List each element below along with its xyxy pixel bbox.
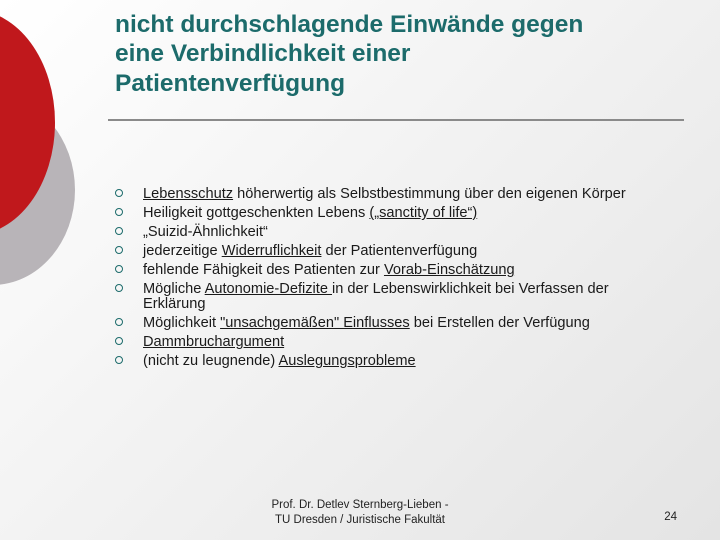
bullet-link[interactable]: Auslegungsprobleme [278,353,416,370]
bullet-text: fehlende Fähigkeit des Patienten zur [143,262,384,279]
bullet-list [115,187,660,373]
bullet-circle-icon [115,246,123,254]
bullet-link[interactable]: Vorab-Einschätzung [383,262,515,279]
bullet-link[interactable]: Autonomie-Defizite [204,281,333,298]
footer-line-1: Prof. Dr. Detlev Sternberg-Lieben - [271,499,449,511]
bullet-text: Möglichkeit [143,315,221,332]
bullet-link[interactable]: "unsachgemäßen" Einflusses [220,315,410,332]
bullet-item [115,187,660,202]
page-number: 24 [664,511,677,523]
bullet-item [115,282,660,311]
bullet-item [115,206,660,221]
title-line-3: Patientenverfügung [115,69,346,97]
bullet-circle-icon [115,189,123,197]
bullet-item [115,263,660,278]
bullet-circle-icon [115,227,123,235]
bullet-circle-icon [115,208,123,216]
bullet-text: bei Erstellen der Verfügung [409,315,590,332]
bullet-link[interactable]: Widerruflichkeit [221,243,322,260]
title-line-1: nicht durchschlagende Einwände gegen [115,11,584,38]
bullet-text: der Patientenverfügung [321,243,478,260]
bullet-text: (nicht zu leugnende) [143,353,279,370]
bullet-item [115,316,660,331]
bullet-text: jederzeitige [143,243,222,260]
bullet-text: höherwertig als Selbstbestimmung über den eigenen Körper [233,186,626,202]
bullet-link[interactable]: Lebensschutz [143,186,234,202]
bullet-item [115,244,660,259]
bullet-circle-icon [115,356,123,364]
bullet-circle-icon [115,265,123,273]
bullet-text: in der Lebenswirklichkeit bei Verfassen der Erklärung [143,281,609,313]
footer-author [230,498,490,528]
slide-title [115,10,675,98]
bullet-text: Heiligkeit gottgeschenkten Lebens [143,205,370,222]
bullet-item [115,354,660,369]
title-line-2: eine Verbindlichkeit einer [115,40,411,68]
bullet-item [115,335,660,350]
bullet-item [115,225,660,240]
bullet-link[interactable]: Dammbruchargument [143,334,285,351]
bullet-circle-icon [115,318,123,326]
bullet-circle-icon [115,337,123,345]
bullet-link[interactable]: („sanctity of life“) [369,205,478,222]
footer-line-2: TU Dresden / Juristische Fakultät [274,513,445,526]
bullet-text: „Suizid-Ähnlichkeit“ [143,224,268,241]
bullet-text: Mögliche [143,281,205,298]
bullet-circle-icon [115,284,123,292]
title-divider [108,119,684,121]
